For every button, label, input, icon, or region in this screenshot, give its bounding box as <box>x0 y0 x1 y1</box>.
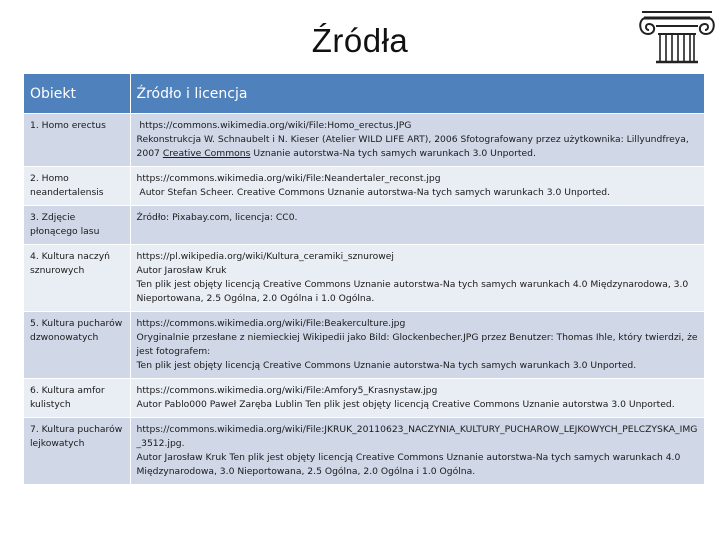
source-text: Ten plik jest objęty licencją Creative Commons Uznanie autorstwa-Na tych samych warunkach 4.0 Międzynarodowa, 3.0 Nieportowana, 2.5 Ogólna, 2.0 Ogólna i 1.0 Ogólna. <box>136 279 692 304</box>
page-title: Źródła <box>311 22 409 59</box>
table-row <box>24 245 704 312</box>
table-row <box>24 379 704 418</box>
source-cell <box>130 206 704 245</box>
source-text: Ten plik jest objęty licencją Creative Commons Uznanie autorstwa-Na tych samych warunkach 3.0 Unported. <box>136 360 637 371</box>
source-url-link[interactable]: https://commons.wikimedia.org/wiki/File:Amfory5_Krasnystaw.jpg <box>136 385 438 396</box>
source-text: Źródło: Pixabay.com, licencja: CC0. <box>136 212 298 223</box>
table-row <box>24 167 704 206</box>
object-cell: 7. Kultura pucharów lejkowatych <box>24 418 130 485</box>
source-text: Autor Jarosław Kruk Ten plik jest objęty licencją Creative Commons Uznanie autorstwa-Na tych samych warunkach 4.0 Międzynarodowa, 3.0 Nieportowana, 2.5 Ogólna, 2.0 Ogólna i 1.0 Ogólna. <box>136 452 684 477</box>
source-cell <box>130 312 704 379</box>
source-cell <box>130 167 704 206</box>
sources-table <box>24 74 704 484</box>
source-cell <box>130 379 704 418</box>
column-header-object: Obiekt <box>24 74 130 114</box>
source-url-link[interactable]: https://commons.wikimedia.org/wiki/File:Homo_erectus.JPG <box>136 120 412 131</box>
ionic-column-capital-logo <box>636 4 718 66</box>
license-link[interactable]: Creative Commons <box>162 148 251 159</box>
table-row <box>24 312 704 379</box>
source-text: Autor Pablo000 Paweł Zaręba Lublin Ten plik jest objęty licencją Creative Commons Uznanie autorstwa 3.0 Unported. <box>136 399 675 410</box>
source-text: Uznanie autorstwa-Na tych samych warunkach 3.0 Unported. <box>250 148 536 159</box>
source-cell <box>130 418 704 485</box>
source-text: Oryginalnie przesłane z niemieckiej Wikipedii jako Bild: Glockenbecher.JPG przez Benutzer: Thomas Ihle, który twierdzi, że jest fotografem: <box>136 332 701 357</box>
source-url-link[interactable]: https://pl.wikipedia.org/wiki/Kultura_ceramiki_sznurowej <box>136 251 394 262</box>
source-cell <box>130 245 704 312</box>
table-row <box>24 206 704 245</box>
source-text: Autor Jarosław Kruk <box>136 265 227 276</box>
source-url-link[interactable]: https://commons.wikimedia.org/wiki/File:Neandertaler_reconst.jpg <box>136 173 441 184</box>
source-text: Autor Stefan Scheer. Creative Commons Uznanie autorstwa-Na tych samych warunkach 3.0 Unported. <box>136 187 611 198</box>
object-cell: 2. Homo neandertalensis <box>24 167 130 206</box>
table-row <box>24 114 704 167</box>
object-cell: 5. Kultura pucharów dzwonowatych <box>24 312 130 379</box>
object-cell: 1. Homo erectus <box>24 114 130 167</box>
source-url-link[interactable]: https://commons.wikimedia.org/wiki/File:JKRUK_20110623_NACZYNIA_KULTURY_PUCHAROW_LEJKOWYCH_PELCZYSKA_IMG_3512.jpg. <box>136 424 698 449</box>
table-row <box>24 418 704 485</box>
object-cell: 3. Zdjęcie płonącego lasu <box>24 206 130 245</box>
table-header-row <box>24 74 704 114</box>
object-cell: 6. Kultura amfor kulistych <box>24 379 130 418</box>
source-url-link[interactable]: https://commons.wikimedia.org/wiki/File:Beakerculture.jpg <box>136 318 406 329</box>
object-cell: 4. Kultura naczyń sznurowych <box>24 245 130 312</box>
column-header-source: Źródło i licencja <box>130 74 704 114</box>
source-text: Rekonstrukcja W. Schnaubelt i N. Kieser (Atelier WILD LIFE ART), 2006 Sfotografowany przez użytkownika: Lillyundfreya, 2007 <box>136 134 692 159</box>
source-cell <box>130 114 704 167</box>
